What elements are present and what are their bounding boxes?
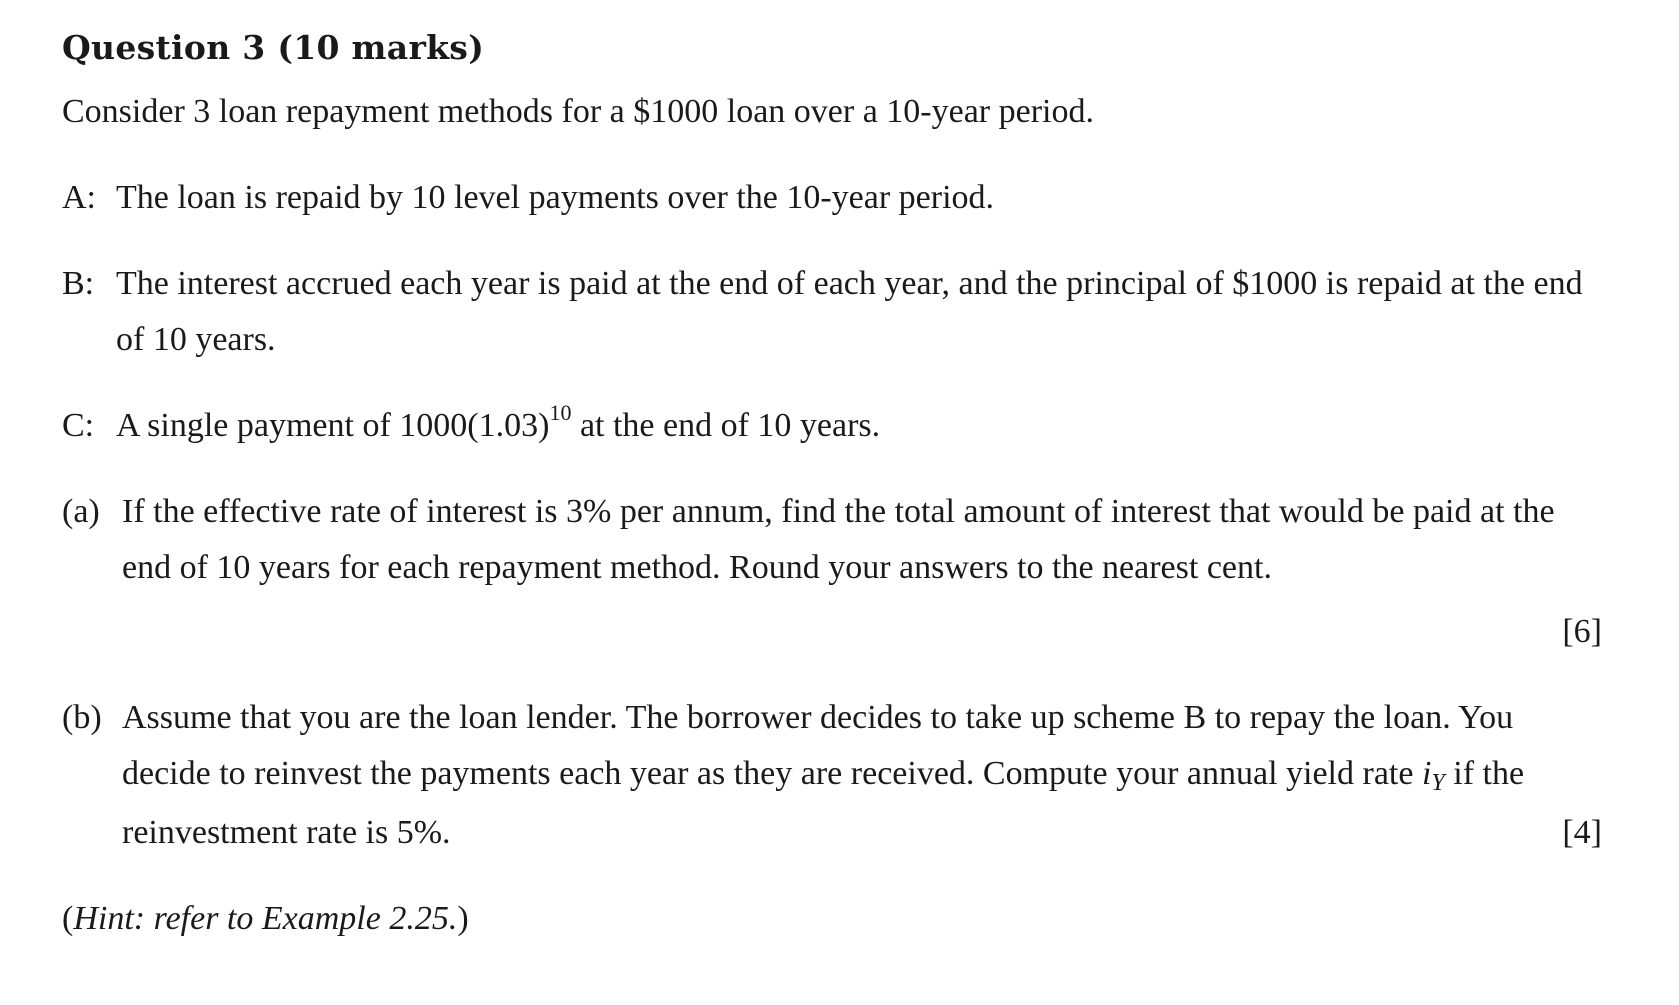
method-c-exponent: 10 xyxy=(549,399,572,425)
question-intro: Consider 3 loan repayment methods for a $1000 loan over a 10-year period. xyxy=(62,93,1094,130)
part-b-label: (b) xyxy=(62,699,102,736)
method-c-text-after: at the end of 10 years. xyxy=(571,407,881,444)
part-b-text: Assume that you are the loan lender. The borrower decides to take up scheme B to repay the loan. You decide to reinvest the payments each year as they are received. Compute your annual yield rate xyxy=(122,699,1514,792)
method-a-label: A: xyxy=(62,179,96,216)
part-b-marks: [4] xyxy=(1562,814,1602,851)
method-a xyxy=(62,170,1602,226)
part-a xyxy=(62,484,1602,596)
question-title: Question 3 (10 marks) xyxy=(62,28,485,67)
method-a-text: The loan is repaid by 10 level payments over the 10-year period. xyxy=(116,179,995,216)
hint-open-paren: ( xyxy=(62,900,74,937)
part-a-marks: [6] xyxy=(1562,613,1602,650)
yield-rate-subscript: Y xyxy=(1431,770,1445,796)
part-b-text-after: if the reinvestment rate is 5%. xyxy=(122,755,1525,851)
method-b xyxy=(62,256,1602,368)
part-a-text: If the effective rate of interest is 3% per annum, find the total amount of interest that would be paid at the end of 10 years for each repayment method. Round your answers to the nearest cent. xyxy=(122,493,1555,586)
method-b-text: The interest accrued each year is paid at the end of each year, and the principal of $1000 is repaid at the end of 10 years. xyxy=(116,265,1583,358)
method-c-label: C: xyxy=(62,407,95,444)
hint xyxy=(62,891,1602,947)
hint-close-paren: ) xyxy=(457,900,469,937)
part-b xyxy=(62,690,1602,861)
hint-text: Hint: refer to Example 2.25. xyxy=(73,900,458,937)
method-c-text-before: A single payment of 1000(1.03) xyxy=(116,407,550,444)
part-a-label: (a) xyxy=(62,493,100,530)
yield-rate-variable: i xyxy=(1421,755,1432,792)
method-b-label: B: xyxy=(62,265,95,302)
method-c xyxy=(62,398,1602,454)
question-page xyxy=(62,28,1602,947)
